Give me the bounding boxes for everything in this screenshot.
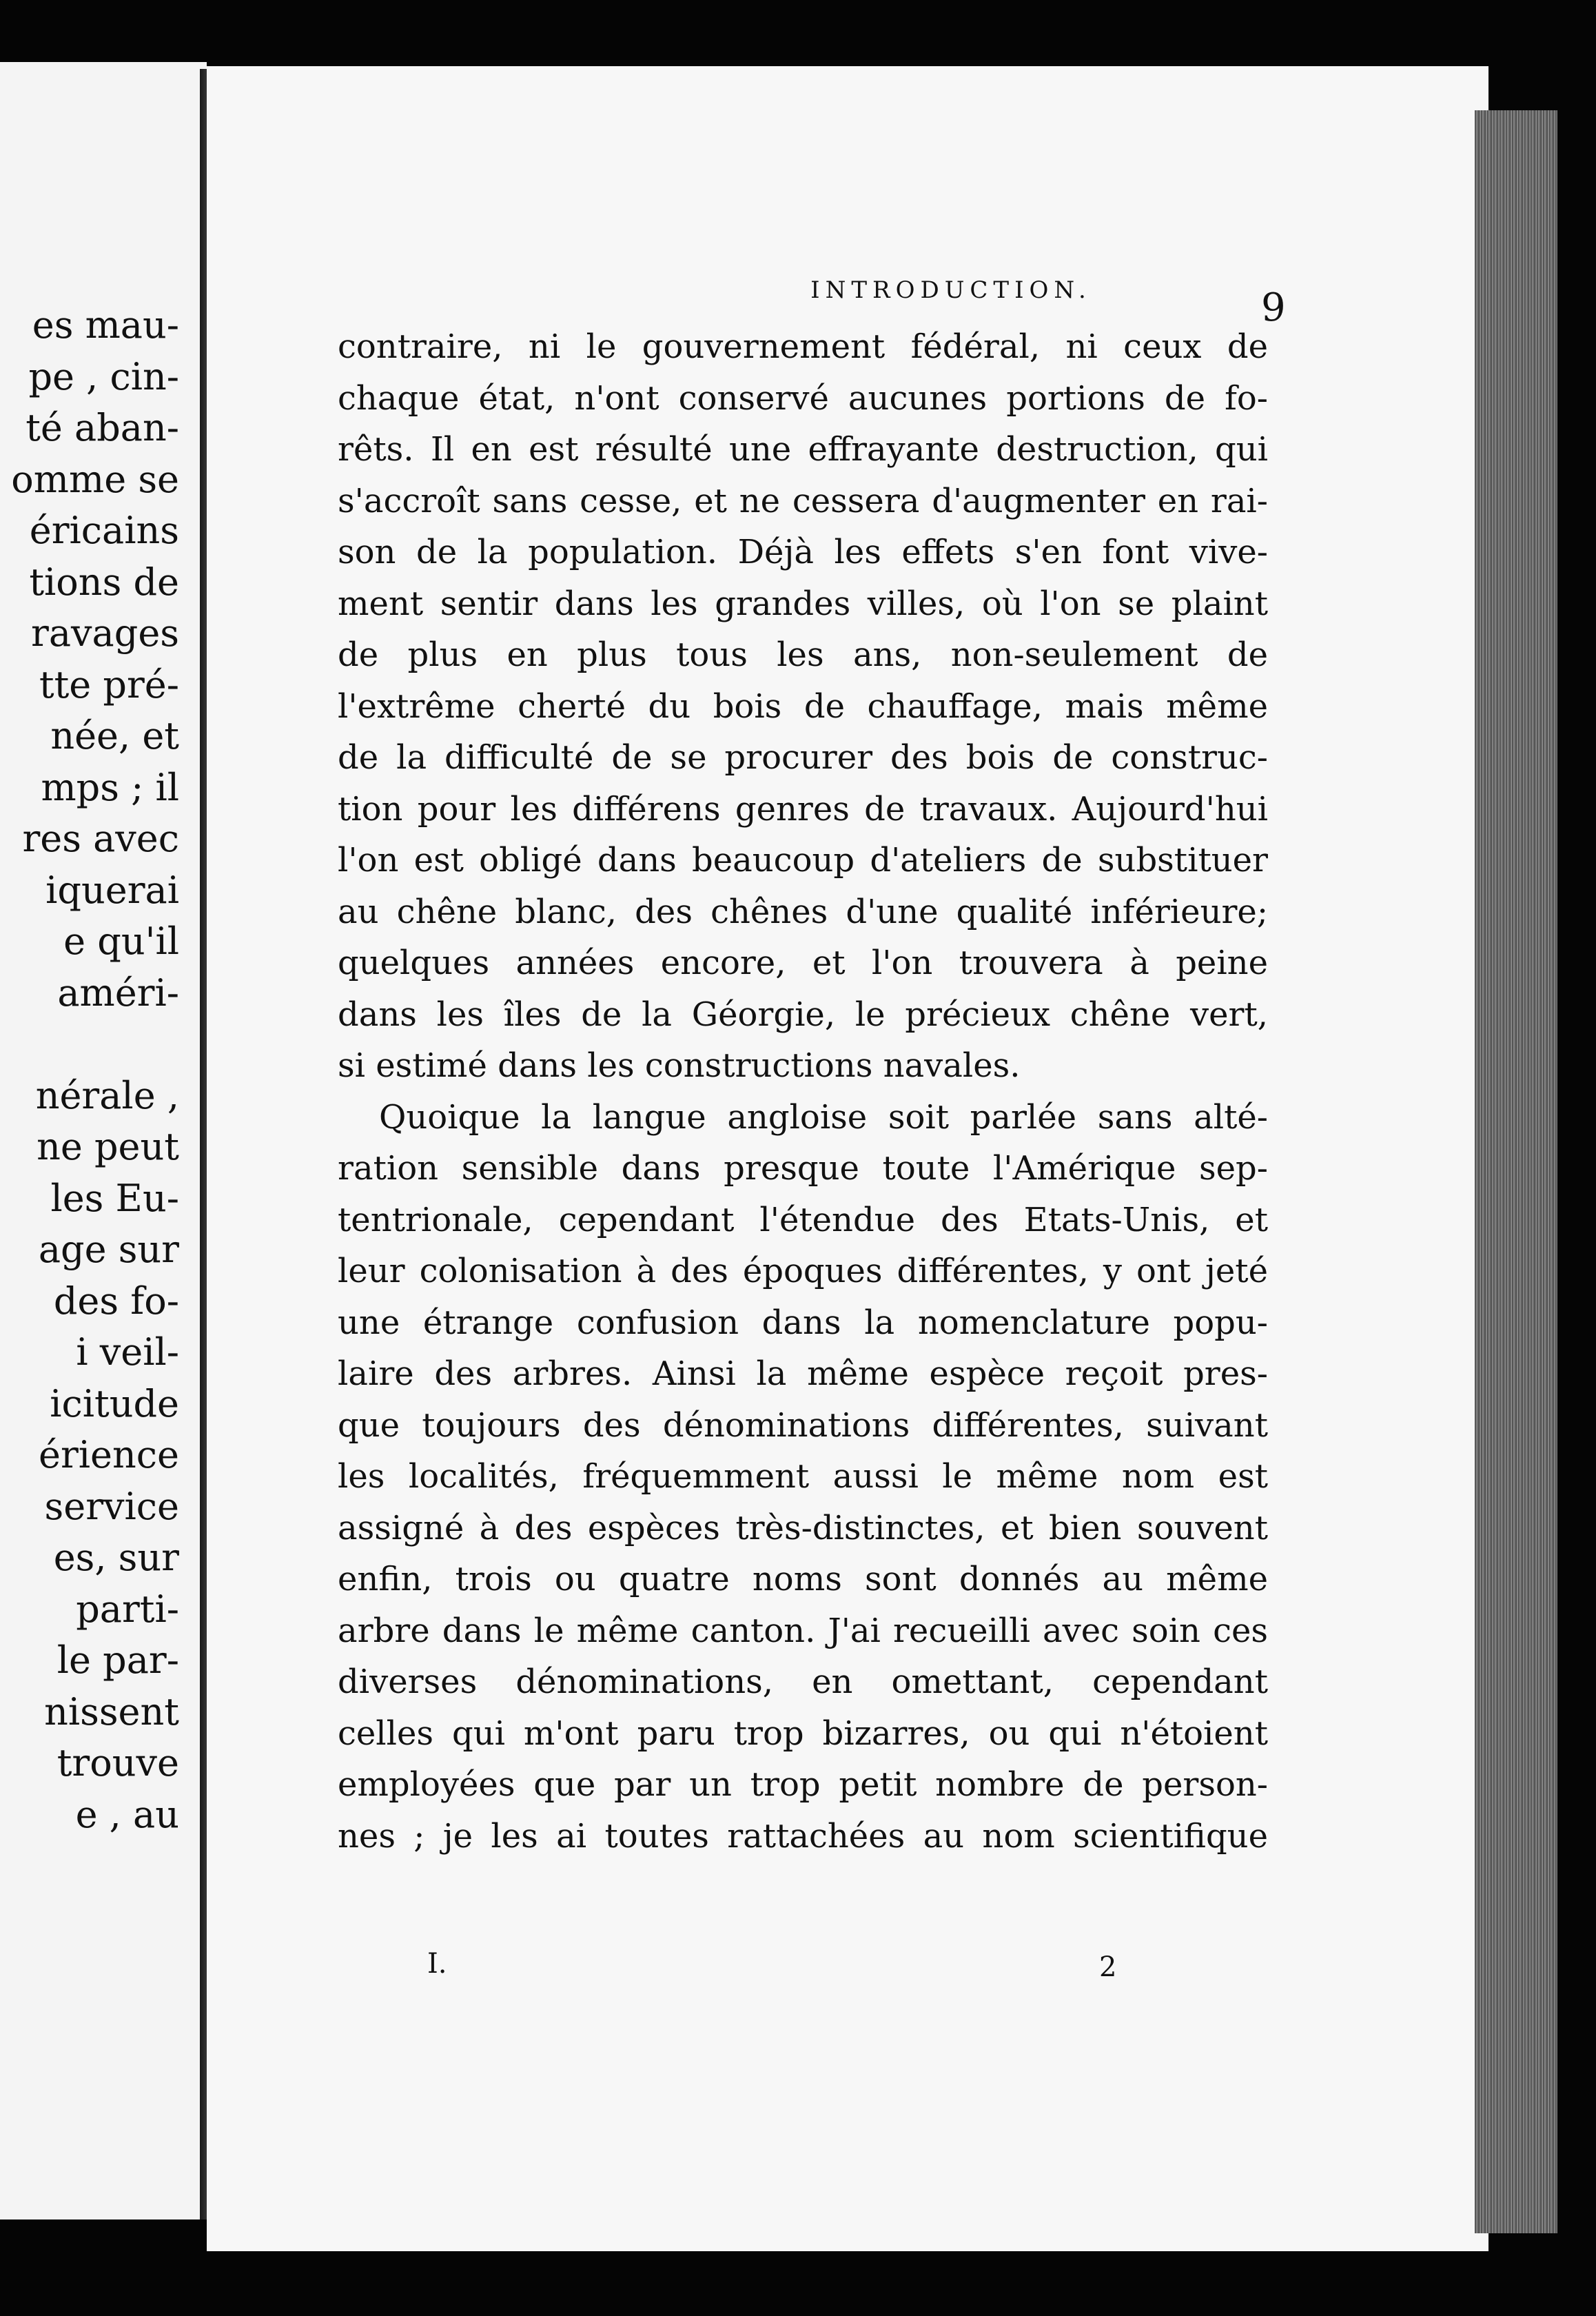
text-line: de la difficulté de se procurer des bois de construc- — [338, 738, 1268, 777]
previous-page-line: éricains — [29, 509, 179, 552]
previous-page-line: es, sur — [53, 1536, 179, 1579]
previous-page-line: service — [44, 1484, 179, 1528]
text-line: assigné à des espèces très-distinctes, et bien souvent — [338, 1508, 1268, 1547]
previous-page-line: pe , cin- — [28, 354, 179, 398]
previous-page-line: es mau- — [32, 303, 179, 347]
previous-page-line: parti- — [76, 1587, 179, 1631]
page — [207, 66, 1488, 2251]
text-line: contraire, ni le gouvernement fédéral, ni ceux de — [338, 327, 1268, 366]
text-line: Quoique la langue angloise soit parlée sans alté- — [379, 1097, 1268, 1137]
text-line: son de la population. Déjà les effets s'en font vive- — [338, 533, 1268, 571]
previous-page-line: améri- — [57, 971, 179, 1015]
text-line: diverses dénominations, en omettant, cependant — [338, 1663, 1268, 1701]
text-line: quelques années encore, et l'on trouvera à peine — [338, 944, 1268, 982]
previous-page-line: nérale , — [35, 1073, 179, 1117]
previous-page-line: icitude — [50, 1381, 179, 1425]
text-line: chaque état, n'ont conservé aucunes portions de fo- — [338, 378, 1268, 418]
text-line: rêts. Il en est résulté une effrayante destruction, qui — [338, 430, 1268, 469]
previous-page-line: e , au — [75, 1792, 179, 1836]
text-line: que toujours des dénominations différentes, suivant — [338, 1405, 1268, 1445]
previous-page-line: des fo- — [53, 1279, 179, 1323]
previous-page-line: e qu'il — [63, 920, 179, 963]
text-line: celles qui m'ont paru trop bizarres, ou qui n'étoient — [338, 1714, 1268, 1753]
text-line: tion pour les différens genres de travaux. Aujourd'hui — [338, 789, 1268, 829]
previous-page-line: ravages — [31, 611, 179, 655]
previous-page-line: tions de — [29, 560, 179, 604]
text-line: leur colonisation à des époques différentes, y ont jeté — [338, 1252, 1268, 1290]
page-edges — [1475, 110, 1557, 2233]
text-line: si estimé dans les constructions navales. — [338, 1046, 1021, 1085]
previous-page-line: omme se — [11, 457, 179, 501]
page-number: 9 — [1261, 285, 1286, 330]
previous-page-line: tte pré- — [39, 662, 179, 707]
previous-page-line: iquerai — [45, 868, 179, 912]
previous-page-line: nissent — [44, 1689, 179, 1734]
previous-page-line: ne peut — [37, 1125, 179, 1168]
previous-page-line: le par- — [57, 1638, 179, 1682]
text-line: employées que par un trop petit nombre de person- — [338, 1765, 1268, 1804]
previous-page-line: age sur — [38, 1228, 179, 1271]
text-line: l'on est obligé dans beaucoup d'ateliers de substituer — [338, 841, 1268, 880]
previous-page-line: érience — [39, 1433, 179, 1476]
text-line: arbre dans le même canton. J'ai recueilli avec soin ces — [338, 1611, 1268, 1650]
text-line: laire des arbres. Ainsi la même espèce reçoit pres- — [338, 1354, 1268, 1393]
signature-mark: I. — [427, 1948, 447, 1980]
previous-page-line: trouve — [57, 1741, 179, 1785]
previous-page-line: i veil- — [76, 1330, 179, 1374]
text-line: nes ; je les ai toutes rattachées au nom scientifique — [338, 1816, 1268, 1856]
text-line: de plus en plus tous les ans, non-seulement de — [338, 636, 1268, 674]
previous-page-line: les Eu- — [50, 1176, 179, 1220]
previous-page-line: née, et — [50, 714, 179, 758]
previous-page-line: té aban- — [25, 406, 179, 449]
text-line: l'extrême cherté du bois de chauffage, mais même — [338, 687, 1268, 726]
text-line: les localités, fréquemment aussi le même nom est — [338, 1457, 1268, 1496]
text-line: au chêne blanc, des chênes d'une qualité inférieure; — [338, 892, 1268, 931]
text-line: ment sentir dans les grandes villes, où l'on se plaint — [338, 584, 1268, 623]
text-line: ration sensible dans presque toute l'Amérique sep- — [338, 1149, 1268, 1188]
text-line: dans les îles de la Géorgie, le précieux chêne vert, — [338, 995, 1268, 1034]
text-line: tentrionale, cependant l'étendue des Etats-Unis, et — [338, 1200, 1268, 1239]
gathering-number: 2 — [1099, 1951, 1117, 1983]
running-head: INTRODUCTION. — [810, 276, 1092, 304]
previous-page-line: mps ; il — [41, 765, 179, 809]
text-line: une étrange confusion dans la nomenclature popu- — [338, 1303, 1268, 1342]
previous-page-line: res avec — [22, 817, 179, 860]
previous-page-fragment — [0, 62, 207, 2220]
text-line: enfin, trois ou quatre noms sont donnés au même — [338, 1560, 1268, 1598]
text-line: s'accroît sans cesse, et ne cessera d'augmenter en rai- — [338, 481, 1268, 520]
